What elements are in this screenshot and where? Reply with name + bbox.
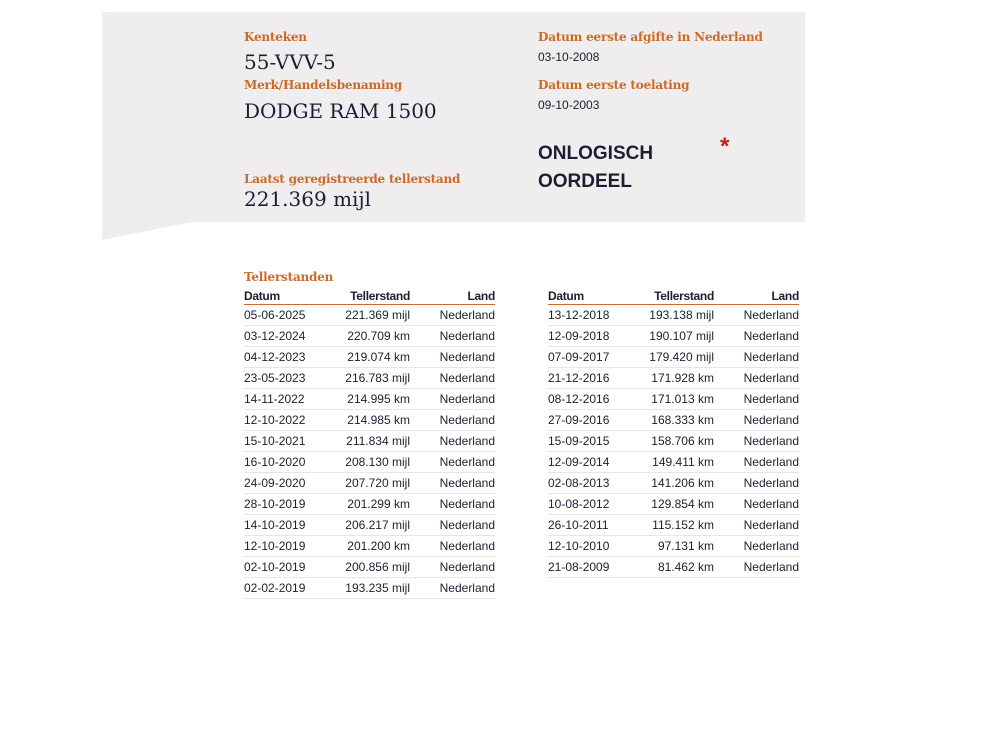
table-row [244, 389, 495, 410]
summary-panel-tab [102, 222, 192, 240]
cell-tellerstand: 141.206 km [636, 473, 714, 494]
cell-datum: 21-08-2009 [548, 557, 636, 578]
cell-datum: 15-09-2015 [548, 431, 636, 452]
cell-land: Nederland [714, 431, 799, 452]
cell-datum: 12-10-2019 [244, 536, 332, 557]
table-row [244, 452, 495, 473]
table-row [244, 557, 495, 578]
cell-land: Nederland [410, 473, 495, 494]
cell-tellerstand: 149.411 km [636, 452, 714, 473]
cell-tellerstand: 97.131 km [636, 536, 714, 557]
verdict-asterisk: * [720, 133, 730, 160]
table-row [244, 326, 495, 347]
cell-datum: 21-12-2016 [548, 368, 636, 389]
table-row [244, 347, 495, 368]
cell-tellerstand: 220.709 km [332, 326, 410, 347]
teller-value: 221.369 mijl [244, 187, 372, 211]
cell-land: Nederland [714, 368, 799, 389]
table-row [548, 347, 799, 368]
cell-tellerstand: 179.420 mijl [636, 347, 714, 368]
verdict-line-2: OORDEEL [538, 171, 632, 192]
cell-tellerstand: 207.720 mijl [332, 473, 410, 494]
cell-tellerstand: 216.783 mijl [332, 368, 410, 389]
table-row [548, 473, 799, 494]
cell-tellerstand: 168.333 km [636, 410, 714, 431]
cell-land: Nederland [410, 452, 495, 473]
table-row [244, 368, 495, 389]
cell-tellerstand: 201.299 km [332, 494, 410, 515]
cell-tellerstand: 201.200 km [332, 536, 410, 557]
cell-datum: 27-09-2016 [548, 410, 636, 431]
toelating-value: 09-10-2003 [538, 98, 600, 112]
table-row [548, 431, 799, 452]
cell-datum: 03-12-2024 [244, 326, 332, 347]
table-row [548, 557, 799, 578]
cell-land: Nederland [410, 431, 495, 452]
table-row [548, 536, 799, 557]
table-row [244, 305, 495, 326]
cell-tellerstand: 158.706 km [636, 431, 714, 452]
cell-datum: 26-10-2011 [548, 515, 636, 536]
cell-datum: 04-12-2023 [244, 347, 332, 368]
cell-datum: 16-10-2020 [244, 452, 332, 473]
cell-land: Nederland [714, 536, 799, 557]
odometer-table-left [244, 289, 495, 599]
cell-land: Nederland [714, 347, 799, 368]
cell-land: Nederland [410, 305, 495, 326]
cell-datum: 08-12-2016 [548, 389, 636, 410]
cell-land: Nederland [714, 473, 799, 494]
cell-tellerstand: 171.013 km [636, 389, 714, 410]
tellerstanden-title: Tellerstanden [244, 270, 334, 284]
cell-land: Nederland [410, 536, 495, 557]
cell-tellerstand: 221.369 mijl [332, 305, 410, 326]
cell-land: Nederland [714, 389, 799, 410]
cell-datum: 12-09-2018 [548, 326, 636, 347]
table-row [548, 305, 799, 326]
cell-land: Nederland [714, 494, 799, 515]
kenteken-label: Kenteken [244, 30, 307, 44]
table-row [548, 494, 799, 515]
cell-tellerstand: 206.217 mijl [332, 515, 410, 536]
cell-land: Nederland [410, 410, 495, 431]
cell-datum: 14-10-2019 [244, 515, 332, 536]
header-tellerstand: Tellerstand [636, 289, 714, 305]
table-row [244, 494, 495, 515]
header-datum: Datum [244, 289, 332, 305]
cell-datum: 12-10-2010 [548, 536, 636, 557]
verdict-text [538, 140, 688, 196]
cell-datum: 14-11-2022 [244, 389, 332, 410]
teller-label: Laatst geregistreerde tellerstand [244, 172, 461, 186]
cell-tellerstand: 211.834 mijl [332, 431, 410, 452]
cell-land: Nederland [410, 389, 495, 410]
cell-tellerstand: 200.856 mijl [332, 557, 410, 578]
afgifte-value: 03-10-2008 [538, 50, 600, 64]
cell-tellerstand: 193.138 mijl [636, 305, 714, 326]
cell-datum: 28-10-2019 [244, 494, 332, 515]
merk-value: DODGE RAM 1500 [244, 99, 437, 123]
cell-land: Nederland [410, 368, 495, 389]
cell-datum: 05-06-2025 [244, 305, 332, 326]
table-row [548, 452, 799, 473]
table-row [244, 578, 495, 599]
cell-tellerstand: 171.928 km [636, 368, 714, 389]
table-header-row [244, 289, 495, 305]
odometer-table-right [548, 289, 799, 578]
afgifte-label: Datum eerste afgifte in Nederland [538, 30, 763, 44]
header-datum: Datum [548, 289, 636, 305]
cell-tellerstand: 214.985 km [332, 410, 410, 431]
cell-datum: 24-09-2020 [244, 473, 332, 494]
cell-land: Nederland [714, 326, 799, 347]
cell-datum: 02-10-2019 [244, 557, 332, 578]
table-row [548, 410, 799, 431]
table-row [548, 515, 799, 536]
table-row [548, 389, 799, 410]
cell-land: Nederland [410, 515, 495, 536]
table-row [244, 431, 495, 452]
cell-datum: 12-09-2014 [548, 452, 636, 473]
header-land: Land [714, 289, 799, 305]
table-row [244, 536, 495, 557]
cell-datum: 02-02-2019 [244, 578, 332, 599]
cell-land: Nederland [410, 347, 495, 368]
cell-tellerstand: 129.854 km [636, 494, 714, 515]
cell-tellerstand: 190.107 mijl [636, 326, 714, 347]
table-row [548, 368, 799, 389]
cell-tellerstand: 208.130 mijl [332, 452, 410, 473]
cell-datum: 02-08-2013 [548, 473, 636, 494]
table-header-row [548, 289, 799, 305]
header-land: Land [410, 289, 495, 305]
cell-land: Nederland [410, 494, 495, 515]
table-row [244, 473, 495, 494]
cell-land: Nederland [714, 557, 799, 578]
cell-tellerstand: 115.152 km [636, 515, 714, 536]
cell-land: Nederland [410, 578, 495, 599]
verdict-line-1: ONLOGISCH [538, 143, 654, 164]
cell-land: Nederland [714, 515, 799, 536]
cell-datum: 07-09-2017 [548, 347, 636, 368]
cell-datum: 13-12-2018 [548, 305, 636, 326]
table-row [244, 410, 495, 431]
table-row [548, 326, 799, 347]
cell-tellerstand: 81.462 km [636, 557, 714, 578]
cell-land: Nederland [410, 326, 495, 347]
table-row [244, 515, 495, 536]
merk-label: Merk/Handelsbenaming [244, 78, 403, 92]
cell-tellerstand: 219.074 km [332, 347, 410, 368]
cell-land: Nederland [714, 452, 799, 473]
kenteken-value: 55-VVV-5 [244, 50, 336, 74]
cell-tellerstand: 193.235 mijl [332, 578, 410, 599]
cell-datum: 23-05-2023 [244, 368, 332, 389]
toelating-label: Datum eerste toelating [538, 78, 690, 92]
cell-land: Nederland [410, 557, 495, 578]
header-tellerstand: Tellerstand [332, 289, 410, 305]
cell-land: Nederland [714, 410, 799, 431]
cell-land: Nederland [714, 305, 799, 326]
cell-datum: 12-10-2022 [244, 410, 332, 431]
cell-tellerstand: 214.995 km [332, 389, 410, 410]
cell-datum: 15-10-2021 [244, 431, 332, 452]
cell-datum: 10-08-2012 [548, 494, 636, 515]
